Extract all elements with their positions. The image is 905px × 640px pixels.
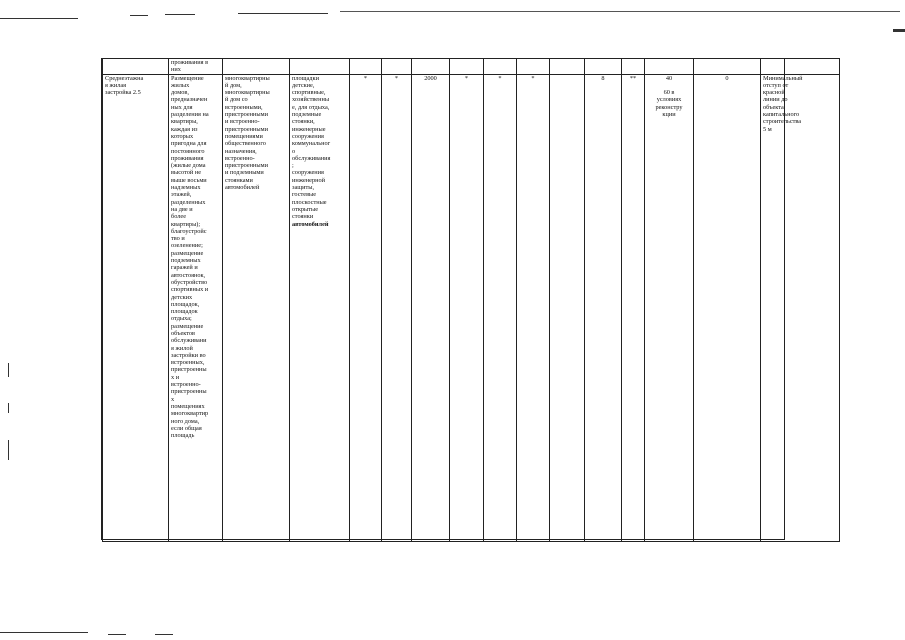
capital-objects-cell: многоквартирны й дом, многоквартирны й дом со встроенными, пристроенными и встроенно- пристроенными помещениями общественного назначения, встроенно- пристроенными и подземными стоянками автомобилей bbox=[223, 74, 290, 541]
aux-objects-last-word: автомобилей bbox=[292, 220, 329, 228]
value-cell-11: 0 bbox=[694, 74, 761, 541]
note-cell: Минимальный отступ от красной линии до объекта капитального строительства 5 м bbox=[761, 74, 840, 541]
value-cell-8: 8 bbox=[585, 74, 622, 541]
value-cell-4: * bbox=[450, 74, 484, 541]
zone-name-cell: Среднеэтажна я жилая застройка 2.5 bbox=[103, 74, 169, 541]
cell bbox=[517, 59, 550, 75]
value-cell-5: * bbox=[484, 74, 517, 541]
value-cell-1: * bbox=[350, 74, 382, 541]
document-table-sheet bbox=[101, 58, 803, 540]
value-cell-7 bbox=[550, 74, 585, 541]
cell bbox=[645, 59, 694, 75]
scan-line-bottom-2 bbox=[108, 634, 126, 635]
scan-line-top-2 bbox=[165, 14, 195, 15]
cell bbox=[450, 59, 484, 75]
permitted-use-cell: Размещение жилых домов, предназначен ных для разделения на квартиры, каждая из которых пригодна для постоянного проживания (жилые дома высотой не выше восьми надземных этажей, разделенных на две и более квартиры); благоустройс тво и озеленение; размещение подземных гаражей и автостоянок, обустройство спортивных и детских площадок, площадок отдыха; размещение объектов обслуживани я жилой застройки во встроенных, пристроенны х и встроенно- пристроенны х помещениях многоквартир ного дома, если общая площадь bbox=[169, 74, 223, 541]
cell bbox=[103, 59, 169, 75]
scan-line-left-1 bbox=[8, 363, 9, 377]
scan-line-bottom-1 bbox=[0, 632, 88, 633]
scan-line-left-2 bbox=[8, 403, 9, 413]
aux-objects-text: площадки детские, спортивные, хозяйственны е, для отдыха, подземные стоянки, инженерные сооружения коммунальног о обслуживания ; сооружения инженерной защиты, гостевые плоскостные открытые стоянки bbox=[292, 74, 331, 221]
scan-line-top-left bbox=[0, 18, 78, 19]
scan-line-top bbox=[130, 15, 148, 16]
cell bbox=[290, 59, 350, 75]
scan-line-bottom-3 bbox=[155, 634, 173, 635]
cell bbox=[622, 59, 645, 75]
value-cell-2: * bbox=[382, 74, 412, 541]
cell-residence-text: проживания в них bbox=[169, 59, 223, 75]
value-cell-9: ** bbox=[622, 74, 645, 541]
value-cell-3: 2000 bbox=[412, 74, 450, 541]
cell bbox=[585, 59, 622, 75]
aux-objects-cell bbox=[290, 74, 350, 541]
cell bbox=[382, 59, 412, 75]
cell bbox=[223, 59, 290, 75]
table-row-zone bbox=[103, 74, 840, 541]
scan-corner-mark bbox=[893, 29, 905, 32]
cell bbox=[412, 59, 450, 75]
value-cell-10: 40 60 в условиях реконстру кции bbox=[645, 74, 694, 541]
cell bbox=[694, 59, 761, 75]
scan-line-left-3 bbox=[8, 440, 9, 460]
scan-line-top-4 bbox=[340, 11, 900, 12]
value-cell-6: * bbox=[517, 74, 550, 541]
scan-line-top-3 bbox=[238, 13, 328, 14]
zoning-regulations-table bbox=[102, 58, 840, 542]
cell bbox=[761, 59, 840, 75]
table-row-header-continuation bbox=[103, 59, 840, 75]
cell bbox=[550, 59, 585, 75]
cell bbox=[350, 59, 382, 75]
cell bbox=[484, 59, 517, 75]
